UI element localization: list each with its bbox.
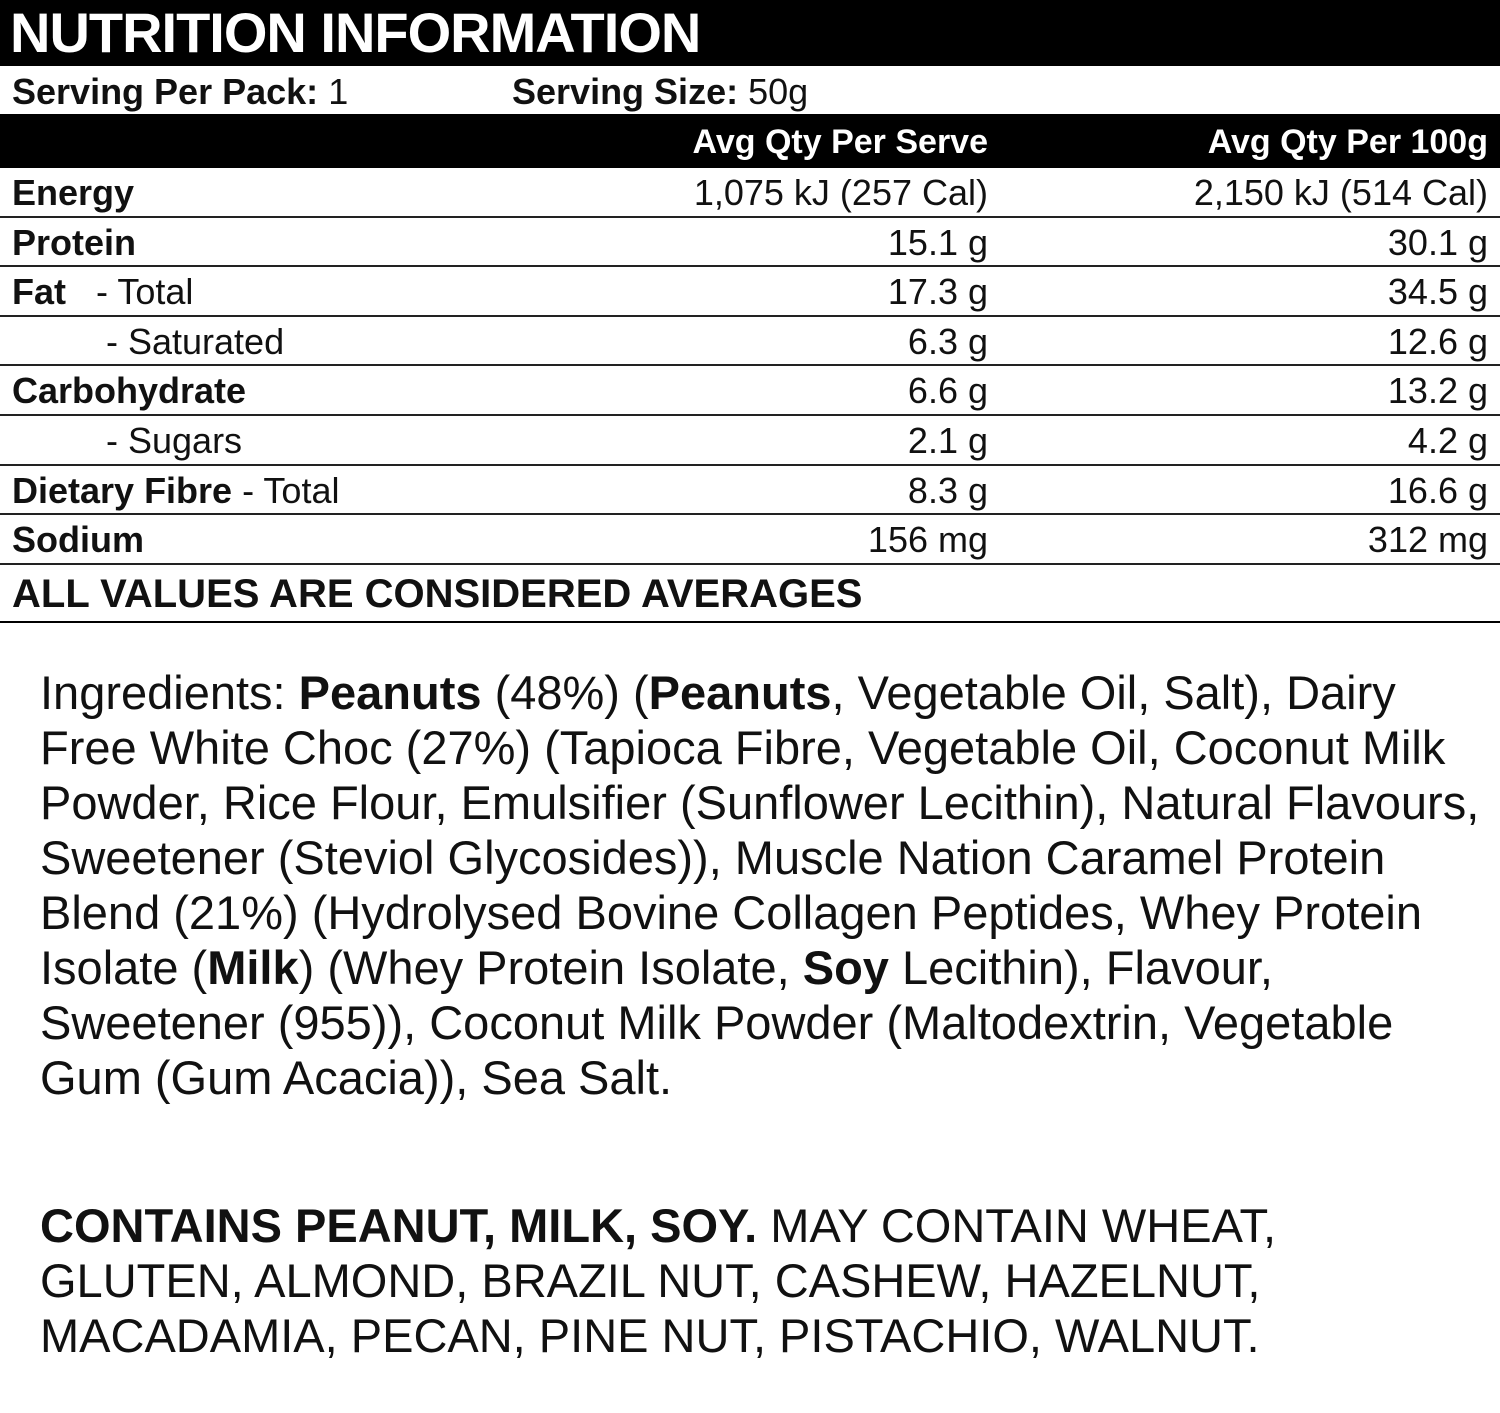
nutrient-name: Sodium: [12, 519, 144, 561]
per-100g-value: 34.5 g: [1387, 271, 1488, 313]
nutrient-label: [12, 271, 193, 313]
nutrient-name: Energy: [12, 172, 135, 213]
nutrient-name: Carbohydrate: [12, 370, 247, 412]
nutrient-label: [106, 420, 242, 462]
nutrient-sublabel: - Sugars: [106, 419, 243, 461]
per-serve-value: 6.6 g: [907, 370, 988, 412]
per-100g-value: 4.2 g: [1407, 419, 1488, 461]
per-serve-value: 15.1 g: [887, 221, 988, 263]
per-serve-value: 8.3 g: [907, 469, 988, 511]
contains-statement: CONTAINS PEANUT, MILK, SOY.: [40, 1199, 758, 1252]
per-100g-value: 12.6 g: [1387, 320, 1488, 362]
nutrition-panel: [0, 0, 1500, 623]
nutrient-row-protein: [0, 218, 1500, 268]
nutrient-row-fat-saturated: [0, 317, 1500, 367]
nutrient-row-dietary-fibre: [0, 466, 1500, 516]
column-header-per-100g: Avg Qty Per 100g: [1207, 123, 1488, 161]
nutrient-row-fat-total: [0, 267, 1500, 317]
per-100g-value: 2,150 kJ (514 Cal): [1193, 172, 1488, 213]
nutrient-sublabel: - Saturated: [106, 320, 285, 362]
servings-per-pack: [12, 72, 348, 112]
per-serve-value: 1,075 kJ (257 Cal): [693, 172, 988, 213]
nutrient-label: [12, 172, 134, 214]
nutrient-label: [12, 222, 136, 264]
per-serve-value: 6.3 g: [907, 320, 988, 362]
per-100g-value: 16.6 g: [1387, 469, 1488, 511]
per-serve-value: 2.1 g: [907, 419, 988, 461]
allergen-peanuts: Peanuts: [648, 666, 832, 719]
ingredients-part: , Vegetable Oil, Salt), Dairy Free White Choc (27%) (Tapioca Fibre, Vegetable Oil, Coconut Milk Powder, Rice Flour, Emulsifier (Sunflower Lecithin), Natural Flavours, Sweetener (Steviol Glycosides)), Muscle Nation Caramel Protein Blend (21%) (Hydrolysed Bovine Collagen Peptides, Whey Protein Isolate (: [40, 666, 1480, 994]
ingredients-part: Lecithin), Flavour, Sweetener (955)), Coconut Milk Powder (Maltodextrin, Vegetable Gum (Gum Acacia)), Sea Salt.: [40, 941, 1394, 1104]
per-serve-value: 156 mg: [867, 519, 988, 561]
panel-title: NUTRITION INFORMATION: [10, 1, 701, 64]
per-100g-value: 13.2 g: [1387, 370, 1488, 412]
per-serve-value: 17.3 g: [887, 271, 988, 313]
ingredients-part: ) (Whey Protein Isolate,: [298, 941, 803, 994]
averages-note-row: [0, 565, 1500, 623]
title-bar: [0, 0, 1500, 66]
serving-size-label: Serving Size:: [512, 71, 739, 112]
nutrient-name: Protein: [12, 221, 137, 263]
nutrient-label: [106, 321, 284, 363]
nutrient-row-sugars: [0, 416, 1500, 466]
nutrient-label: [12, 370, 246, 412]
averages-note: ALL VALUES ARE CONSIDERED AVERAGES: [12, 571, 863, 616]
serving-size-value: 50g: [748, 71, 809, 112]
nutrient-name: Dietary Fibre: [12, 469, 233, 511]
allergen-statement: [40, 1198, 1480, 1363]
nutrient-row-carbohydrate: [0, 366, 1500, 416]
per-100g-value: 30.1 g: [1387, 221, 1488, 263]
column-header-per-serve: Avg Qty Per Serve: [692, 123, 988, 161]
ingredients-part: (48%) (: [481, 666, 649, 719]
nutrient-name: Fat: [12, 271, 66, 313]
nutrient-label: [12, 519, 144, 561]
allergen-milk: Milk: [207, 941, 299, 994]
column-header-row: [0, 116, 1500, 168]
ingredients-prefix: Ingredients:: [40, 666, 299, 719]
serving-size: [512, 72, 808, 112]
servings-per-pack-label: Serving Per Pack:: [12, 71, 319, 112]
allergen-peanuts: Peanuts: [298, 666, 482, 719]
allergen-soy: Soy: [802, 941, 889, 994]
serving-info: [0, 66, 1500, 116]
nutrient-row-sodium: [0, 515, 1500, 565]
per-100g-value: 312 mg: [1367, 519, 1488, 561]
nutrient-sublabel: - Total: [96, 271, 194, 313]
ingredients-text: [40, 665, 1480, 1105]
servings-per-pack-value: 1: [328, 71, 349, 112]
may-contain-statement: MAY CONTAIN WHEAT, GLUTEN, ALMOND, BRAZIL NUT, CASHEW, HAZELNUT, MACADAMIA, PECAN, PINE NUT, PISTACHIO, WALNUT.: [40, 1199, 1277, 1362]
nutrient-sublabel: - Total: [242, 469, 340, 511]
nutrient-row-energy: [0, 168, 1500, 218]
nutrient-label: [12, 470, 339, 512]
